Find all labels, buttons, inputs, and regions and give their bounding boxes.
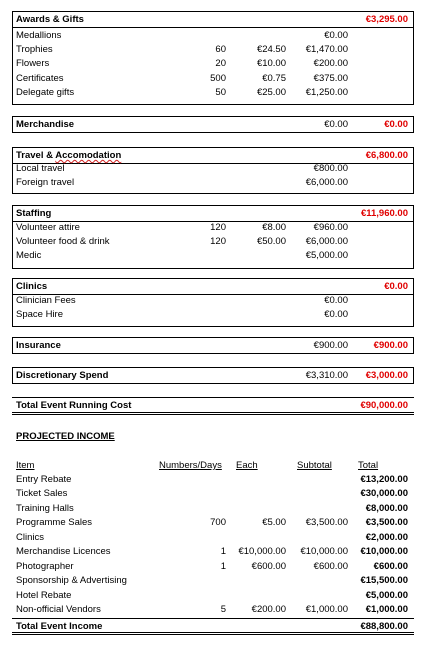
divider <box>12 104 414 105</box>
item-subtotal: €6,000.00 <box>305 236 348 247</box>
border-line <box>12 147 13 194</box>
travel-row <box>12 176 414 190</box>
income-total: €13,200.00 <box>360 474 408 485</box>
income-row <box>12 516 414 530</box>
discretionary-title: Discretionary Spend <box>16 370 109 381</box>
staffing-row <box>12 249 414 263</box>
border-line <box>12 11 13 105</box>
clinics-total: €0.00 <box>384 281 408 292</box>
income-label: Programme Sales <box>16 517 93 528</box>
border-line <box>12 278 13 327</box>
item-each: €24.50 <box>256 44 286 55</box>
item-number: 50 <box>215 87 226 98</box>
income-total: €15,500.00 <box>360 575 408 586</box>
income-label: Ticket Sales <box>16 488 68 499</box>
item-label: Flowers <box>16 58 50 69</box>
travel-title <box>16 148 121 163</box>
income-row <box>12 502 414 516</box>
item-number: 120 <box>210 222 226 233</box>
clinics-header <box>12 278 414 295</box>
awards-row <box>12 29 414 43</box>
income-label: Entry Rebate <box>16 474 72 485</box>
col-header-each: Each <box>236 460 258 471</box>
item-label: Volunteer food & drink <box>16 236 110 247</box>
awards-total: €3,295.00 <box>365 14 408 25</box>
item-subtotal: €1,250.00 <box>305 87 348 98</box>
insurance-total: €900.00 <box>373 340 408 351</box>
col-header-subtotal: Subtotal <box>297 460 332 471</box>
income-row <box>12 487 414 501</box>
income-row <box>12 473 414 487</box>
merchandise-total: €0.00 <box>384 119 408 130</box>
running-cost-label: Total Event Running Cost <box>16 400 132 411</box>
border-line <box>413 337 414 354</box>
awards-header <box>12 11 414 28</box>
item-label: Certificates <box>16 73 64 84</box>
income-label: Photographer <box>16 561 74 572</box>
divider <box>12 326 414 327</box>
border-line <box>413 278 414 327</box>
item-subtotal: €960.00 <box>313 222 348 233</box>
item-each: €10.00 <box>256 58 286 69</box>
item-label: Trophies <box>16 44 53 55</box>
awards-row <box>12 86 414 100</box>
insurance-subtotal: €900.00 <box>313 340 348 351</box>
item-subtotal: €1,470.00 <box>305 44 348 55</box>
item-label: Medallions <box>16 30 62 41</box>
item-label: Volunteer attire <box>16 222 80 233</box>
income-total: €30,000.00 <box>360 488 408 499</box>
income-number: 5 <box>220 604 226 615</box>
clinics-title: Clinics <box>16 281 48 292</box>
double-underline <box>12 412 414 415</box>
income-row <box>12 560 414 574</box>
income-row <box>12 545 414 559</box>
border-line <box>413 205 414 269</box>
income-label: Training Halls <box>16 503 74 514</box>
travel-total: €6,800.00 <box>365 150 408 161</box>
item-subtotal: €0.00 <box>324 309 348 320</box>
staffing-header <box>12 205 414 222</box>
item-each: €0.75 <box>262 73 286 84</box>
awards-row <box>12 57 414 71</box>
income-subtotal: €3,500.00 <box>305 517 348 528</box>
income-row <box>12 603 414 617</box>
income-label: Non-official Vendors <box>16 604 101 615</box>
income-row <box>12 531 414 545</box>
total-income-value: €88,800.00 <box>360 621 408 632</box>
item-number: 20 <box>215 58 226 69</box>
item-label: Local travel <box>16 163 65 174</box>
income-total: €3,500.00 <box>365 517 408 528</box>
income-label: Sponsorship & Advertising <box>16 575 127 586</box>
income-each: €200.00 <box>251 604 286 615</box>
border-line <box>12 116 13 133</box>
border-line <box>413 147 414 194</box>
income-number: 1 <box>220 561 226 572</box>
item-number: 500 <box>210 73 226 84</box>
income-row <box>12 574 414 588</box>
divider <box>12 193 414 194</box>
item-subtotal: €200.00 <box>313 58 348 69</box>
col-header-item: Item <box>16 460 35 471</box>
double-underline <box>12 632 414 635</box>
income-number: 1 <box>220 546 226 557</box>
col-header-numbers: Numbers/Days <box>159 460 222 471</box>
item-each: €50.00 <box>256 236 286 247</box>
staffing-total: €11,960.00 <box>360 208 408 219</box>
discretionary-total: €3,000.00 <box>365 370 408 381</box>
income-subtotal: €1,000.00 <box>305 604 348 615</box>
border-line <box>12 205 13 269</box>
staffing-title: Staffing <box>16 208 52 219</box>
discretionary-header <box>12 367 414 384</box>
income-label: Merchandise Licences <box>16 546 111 557</box>
merchandise-subtotal: €0.00 <box>324 119 348 130</box>
staffing-row <box>12 235 414 249</box>
income-total: €5,000.00 <box>365 590 408 601</box>
item-each: €25.00 <box>256 87 286 98</box>
awards-row <box>12 43 414 57</box>
item-subtotal: €5,000.00 <box>305 250 348 261</box>
income-column-headers <box>12 459 414 473</box>
staffing-row <box>12 221 414 235</box>
divider <box>12 268 414 269</box>
travel-title-part2: Accomodation <box>55 150 122 161</box>
travel-title-part1: Travel & <box>16 150 56 161</box>
total-income-label: Total Event Income <box>16 621 103 632</box>
col-header-total: Total <box>358 460 379 471</box>
item-each: €8.00 <box>262 222 286 233</box>
item-label: Foreign travel <box>16 177 75 188</box>
item-number: 60 <box>215 44 226 55</box>
item-label: Medic <box>16 250 42 261</box>
income-label: Hotel Rebate <box>16 590 72 601</box>
income-total: €8,000.00 <box>365 503 408 514</box>
border-line <box>12 337 13 354</box>
income-each: €10,000.00 <box>238 546 286 557</box>
income-total: €10,000.00 <box>360 546 408 557</box>
travel-row <box>12 162 414 176</box>
income-heading: PROJECTED INCOME <box>16 431 115 442</box>
clinics-row <box>12 308 414 322</box>
income-heading-row <box>12 430 414 444</box>
border-line <box>413 116 414 133</box>
income-each: €5.00 <box>262 517 286 528</box>
item-subtotal: €375.00 <box>313 73 348 84</box>
border-line <box>413 367 414 384</box>
income-total: €600.00 <box>373 561 408 572</box>
income-subtotal: €10,000.00 <box>300 546 348 557</box>
item-label: Clinician Fees <box>16 295 76 306</box>
insurance-header <box>12 337 414 354</box>
merchandise-title: Merchandise <box>16 119 75 130</box>
item-label: Delegate gifts <box>16 87 75 98</box>
income-label: Clinics <box>16 532 44 543</box>
income-number: 700 <box>210 517 226 528</box>
item-label: Space Hire <box>16 309 63 320</box>
awards-title: Awards & Gifts <box>16 14 84 25</box>
discretionary-subtotal: €3,310.00 <box>305 370 348 381</box>
income-each: €600.00 <box>251 561 286 572</box>
clinics-row <box>12 294 414 308</box>
income-total: €1,000.00 <box>365 604 408 615</box>
item-subtotal: €0.00 <box>324 295 348 306</box>
item-number: 120 <box>210 236 226 247</box>
item-subtotal: €800.00 <box>313 163 348 174</box>
item-subtotal: €0.00 <box>324 30 348 41</box>
item-subtotal: €6,000.00 <box>305 177 348 188</box>
income-subtotal: €600.00 <box>313 561 348 572</box>
merchandise-header <box>12 116 414 133</box>
border-line <box>12 367 13 384</box>
running-cost-total: €90,000.00 <box>360 400 408 411</box>
awards-row <box>12 72 414 86</box>
income-row <box>12 589 414 603</box>
insurance-title: Insurance <box>16 340 61 351</box>
income-total: €2,000.00 <box>365 532 408 543</box>
border-line <box>413 11 414 105</box>
